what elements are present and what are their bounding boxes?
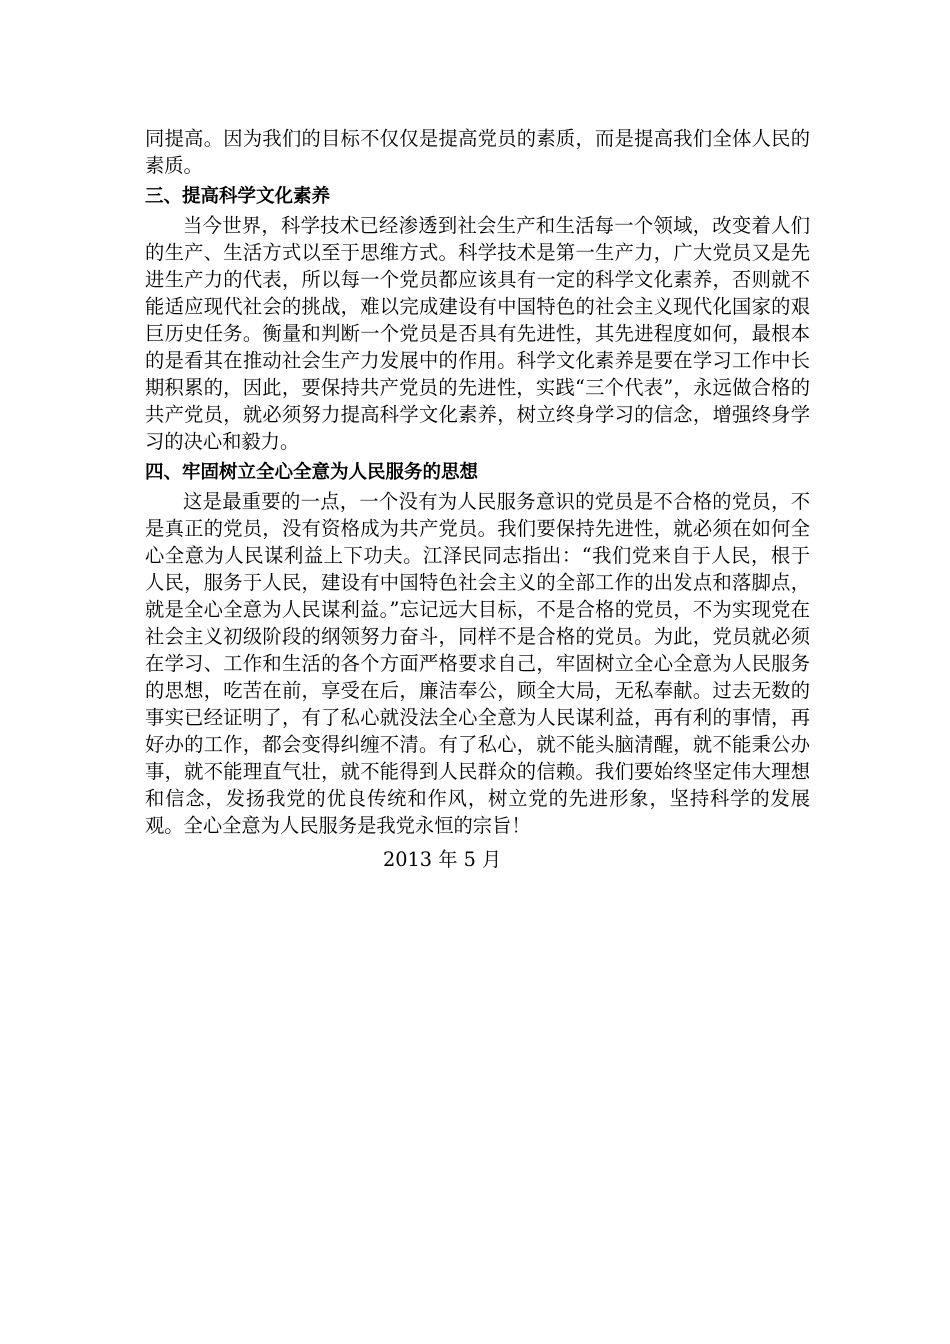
section-4-paragraph: 这是最重要的一点，一个没有为人民服务意识的党员是不合格的党员，不是真正的党员，没有资格成为共产党员。我们要保持先进性，就必须在如何全心全意为人民谋利益上下功夫。江泽民同志指出：“我们党来自于人民，根于人民，服务于人民，建设有中国特色社会主义的全部工作的出发点和落脚点，就是全心全意为人民谋利益。”忘记远大目标，不是合格的党员，不为实现党在社会主义初级阶段的纲领努力奋斗，同样不是合格的党员。为此，党员就必须在学习、工作和生活的各个方面严格要求自己，牢固树立全心全意为人民服务的思想，吃苦在前，享受在后，廉洁奉公，顾全大局，无私奉献。过去无数的事实已经证明了，有了私心就没法全心全意为人民谋利益，再有利的事情，再好办的工作，都会变得纠缠不清。有了私心，就不能头脑清醒，就不能秉公办事，就不能理直气壮，就不能得到人民群众的信赖。我们要始终坚定伟大理想和信念，发扬我党的优良传统和作风，树立党的先进形象，坚持科学的发展观。全心全意为人民服务是我党永恒的宗旨！ bbox=[145, 490, 810, 837]
intro-paragraph: 同提高。因为我们的目标不仅仅是提高党员的素质，而是提高我们全体人民的素质。 bbox=[145, 127, 810, 177]
section-3-heading: 三、提高科学文化素养 bbox=[145, 186, 331, 207]
document-date: 2013 年 5 月 bbox=[383, 848, 502, 871]
document-page bbox=[145, 125, 810, 875]
section-3-paragraph: 当今世界，科学技术已经渗透到社会生产和生活每一个领域，改变着人们的生产、生活方式以至于思维方式。科学技术是第一生产力，广大党员又是先进生产力的代表，所以每一个党员都应该具有一定的科学文化素养，否则就不能适应现代社会的挑战，难以完成建设有中国特色的社会主义现代化国家的艰巨历史任务。衡量和判断一个党员是否具有先进性，其先进程度如何，最根本的是看其在推动社会生产力发展中的作用。科学文化素养是要在学习工作中长期积累的，因此，要保持共产党员的先进性，实践“三个代表”，永远做合格的共产党员，就必须努力提高科学文化素养，树立终身学习的信念，增强终身学习的决心和毅力。 bbox=[145, 214, 810, 453]
section-4-heading: 四、牢固树立全心全意为人民服务的思想 bbox=[145, 462, 479, 483]
